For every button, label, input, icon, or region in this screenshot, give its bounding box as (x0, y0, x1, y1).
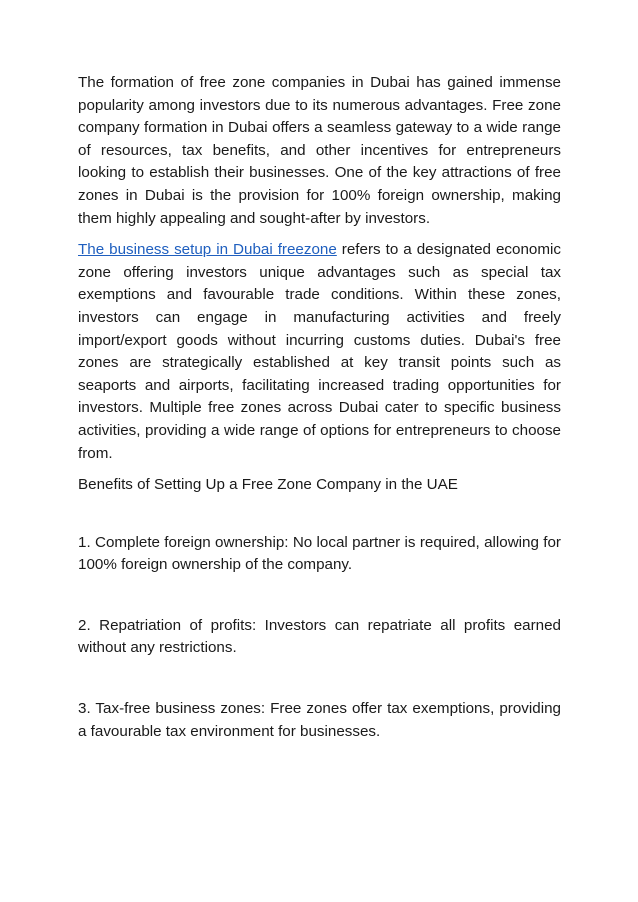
freezone-paragraph-text: refers to a designated economic zone offering investors unique advantages such as special tax exemptions and favourable trade conditions. Within these zones, investors can engage in manufacturing activities and freely import/export goods without incurring customs duties. Dubai's free zones are strategically established at key transit points such as seaports and airports, facilitating increased trading opportunities for investors. Multiple free zones across Dubai cater to specific business activities, providing a wide range of options for entrepreneurs to choose from. (78, 241, 561, 462)
business-setup-link[interactable]: The business setup in Dubai freezone (78, 241, 337, 259)
benefit-item-3: 3. Tax-free business zones: Free zones offer tax exemptions, providing a favourable tax environment for businesses. (78, 700, 561, 740)
benefit-item-2: 2. Repatriation of profits: Investors can repatriate all profits earned without any restrictions. (78, 616, 561, 657)
freezone-paragraph (78, 239, 561, 465)
benefits-heading: Benefits of Setting Up a Free Zone Company in the UAE (78, 476, 458, 494)
intro-paragraph: The formation of free zone companies in Dubai has gained immense popularity among investors due to its numerous advantages. Free zone company formation in Dubai offers a seamless gateway to a wide range of resources, tax benefits, and other incentives for entrepreneurs looking to establish their businesses. One of the key attractions of free zones in Dubai is the provision for 100% foreign ownership, making them highly appealing and sought-after by investors. (78, 74, 561, 227)
benefit-item-1: 1. Complete foreign ownership: No local partner is required, allowing for 100% foreign ownership of the company. (78, 533, 561, 574)
document-page (78, 72, 561, 743)
